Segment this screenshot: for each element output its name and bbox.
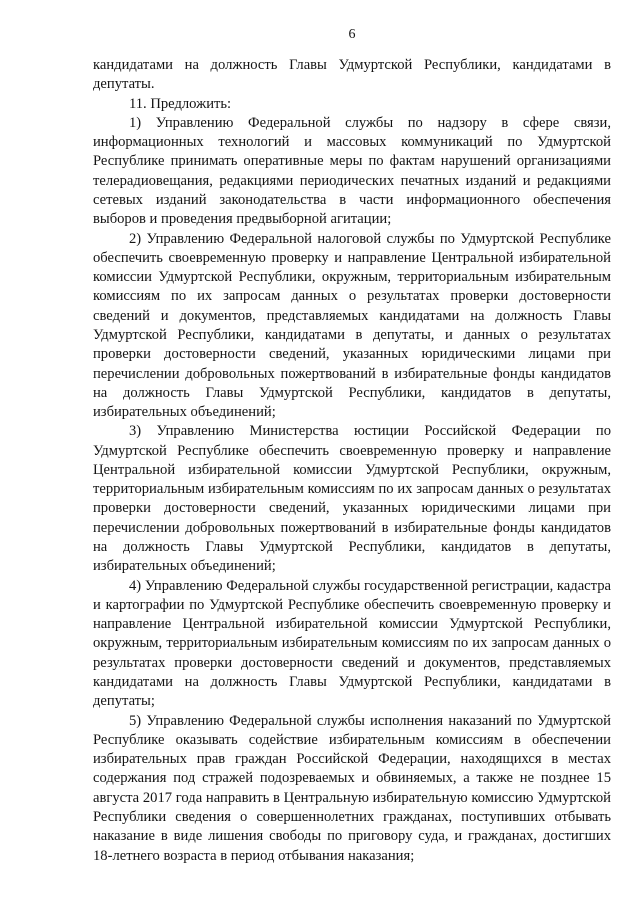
paragraph-text: Управлению Министерства юстиции Российской Федерации по Удмуртской Республике обеспечить своевременную проверку и направление Центральной избирательной комиссии Удмуртской Республики, окружным, территориальным избирательным комиссиям по их запросам данных о результатах проверки достоверности сведений, указанных юридическими лицами при перечислении добровольных пожертвований в избирательные фонды кандидатов на должность Главы Удмуртской Республики, кандидатов в депутаты, избирательных объединений; [93, 423, 611, 575]
paragraph-text: Управлению Федеральной службы государственной регистрации, кадастра и картографии по Удмуртской Республике обеспечить своевременную проверку и направление Центральной избирательной комиссии Удмуртской Республики, окружным, территориальным избирательным комиссиям по их запросам данных о результатах проверки достоверности сведений и документов, представляемых кандидатами на должность Главы Удмуртской Республики, кандидатами в депутаты; [93, 577, 611, 710]
document-body [93, 56, 611, 866]
subitem-number: 4) [129, 577, 142, 594]
subitem-number: 5) [129, 712, 142, 729]
paragraph-text: 11. Предложить: [129, 95, 232, 112]
subitem-number: 2) [129, 230, 142, 247]
paragraph-continuation [93, 56, 611, 95]
paragraph-text: Управлению Федеральной налоговой службы по Удмуртской Республике обеспечить своевременную проверку и направление Центральной избирательной комиссии Удмуртской Республики, окружным, территориальным избирательным комиссиям по их запросам данных о результатах проверки достоверности сведений и документов, представляемых кандидатами на должность Главы Удмуртской Республики, кандидатами в депутаты, и данных о результатах проверки достоверности сведений, указанных юридическими лицами при перечислении добровольных пожертвований в избирательные фонды кандидатов на должность Главы Удмуртской Республики, кандидатов в депутаты, избирательных объединений; [93, 230, 611, 421]
paragraph-subitem-3 [93, 422, 611, 576]
paragraph-subitem-1 [93, 114, 611, 230]
paragraph-item-11 [93, 95, 611, 114]
paragraph-subitem-5 [93, 712, 611, 866]
paragraph-text: Управлению Федеральной службы исполнения наказаний по Удмуртской Республике оказывать содействие избирательным комиссиям в обеспечении избирательных прав граждан Российской Федерации, находящихся в местах содержания под стражей подозреваемых и обвиняемых, а также не позднее 15 августа 2017 года направить в Центральную избирательную комиссию Удмуртской Республики сведения о совершеннолетних гражданах, поступивших отбывать наказание в виде лишения свободы по приговору суда, и гражданах, достигших 18-летнего возраста в период отбывания наказания; [93, 712, 611, 864]
subitem-number: 3) [129, 423, 142, 440]
paragraph-subitem-2 [93, 230, 611, 423]
paragraph-subitem-4 [93, 577, 611, 712]
subitem-number: 1) [129, 114, 142, 131]
paragraph-text: Управлению Федеральной службы по надзору в сфере связи, информационных технологий и массовых коммуникаций по Удмуртской Республике принимать оперативные меры по фактам нарушений организациями телерадиовещания, редакциями периодических печатных изданий и редакциями сетевых изданий законодательства в части информационного обеспечения выборов и проведения предвыборной агитации; [93, 114, 611, 228]
paragraph-text: кандидатами на должность Главы Удмуртской Республики, кандидатами в депутаты. [93, 57, 611, 93]
document-page [93, 0, 611, 905]
page-number: 6 [348, 27, 356, 42]
